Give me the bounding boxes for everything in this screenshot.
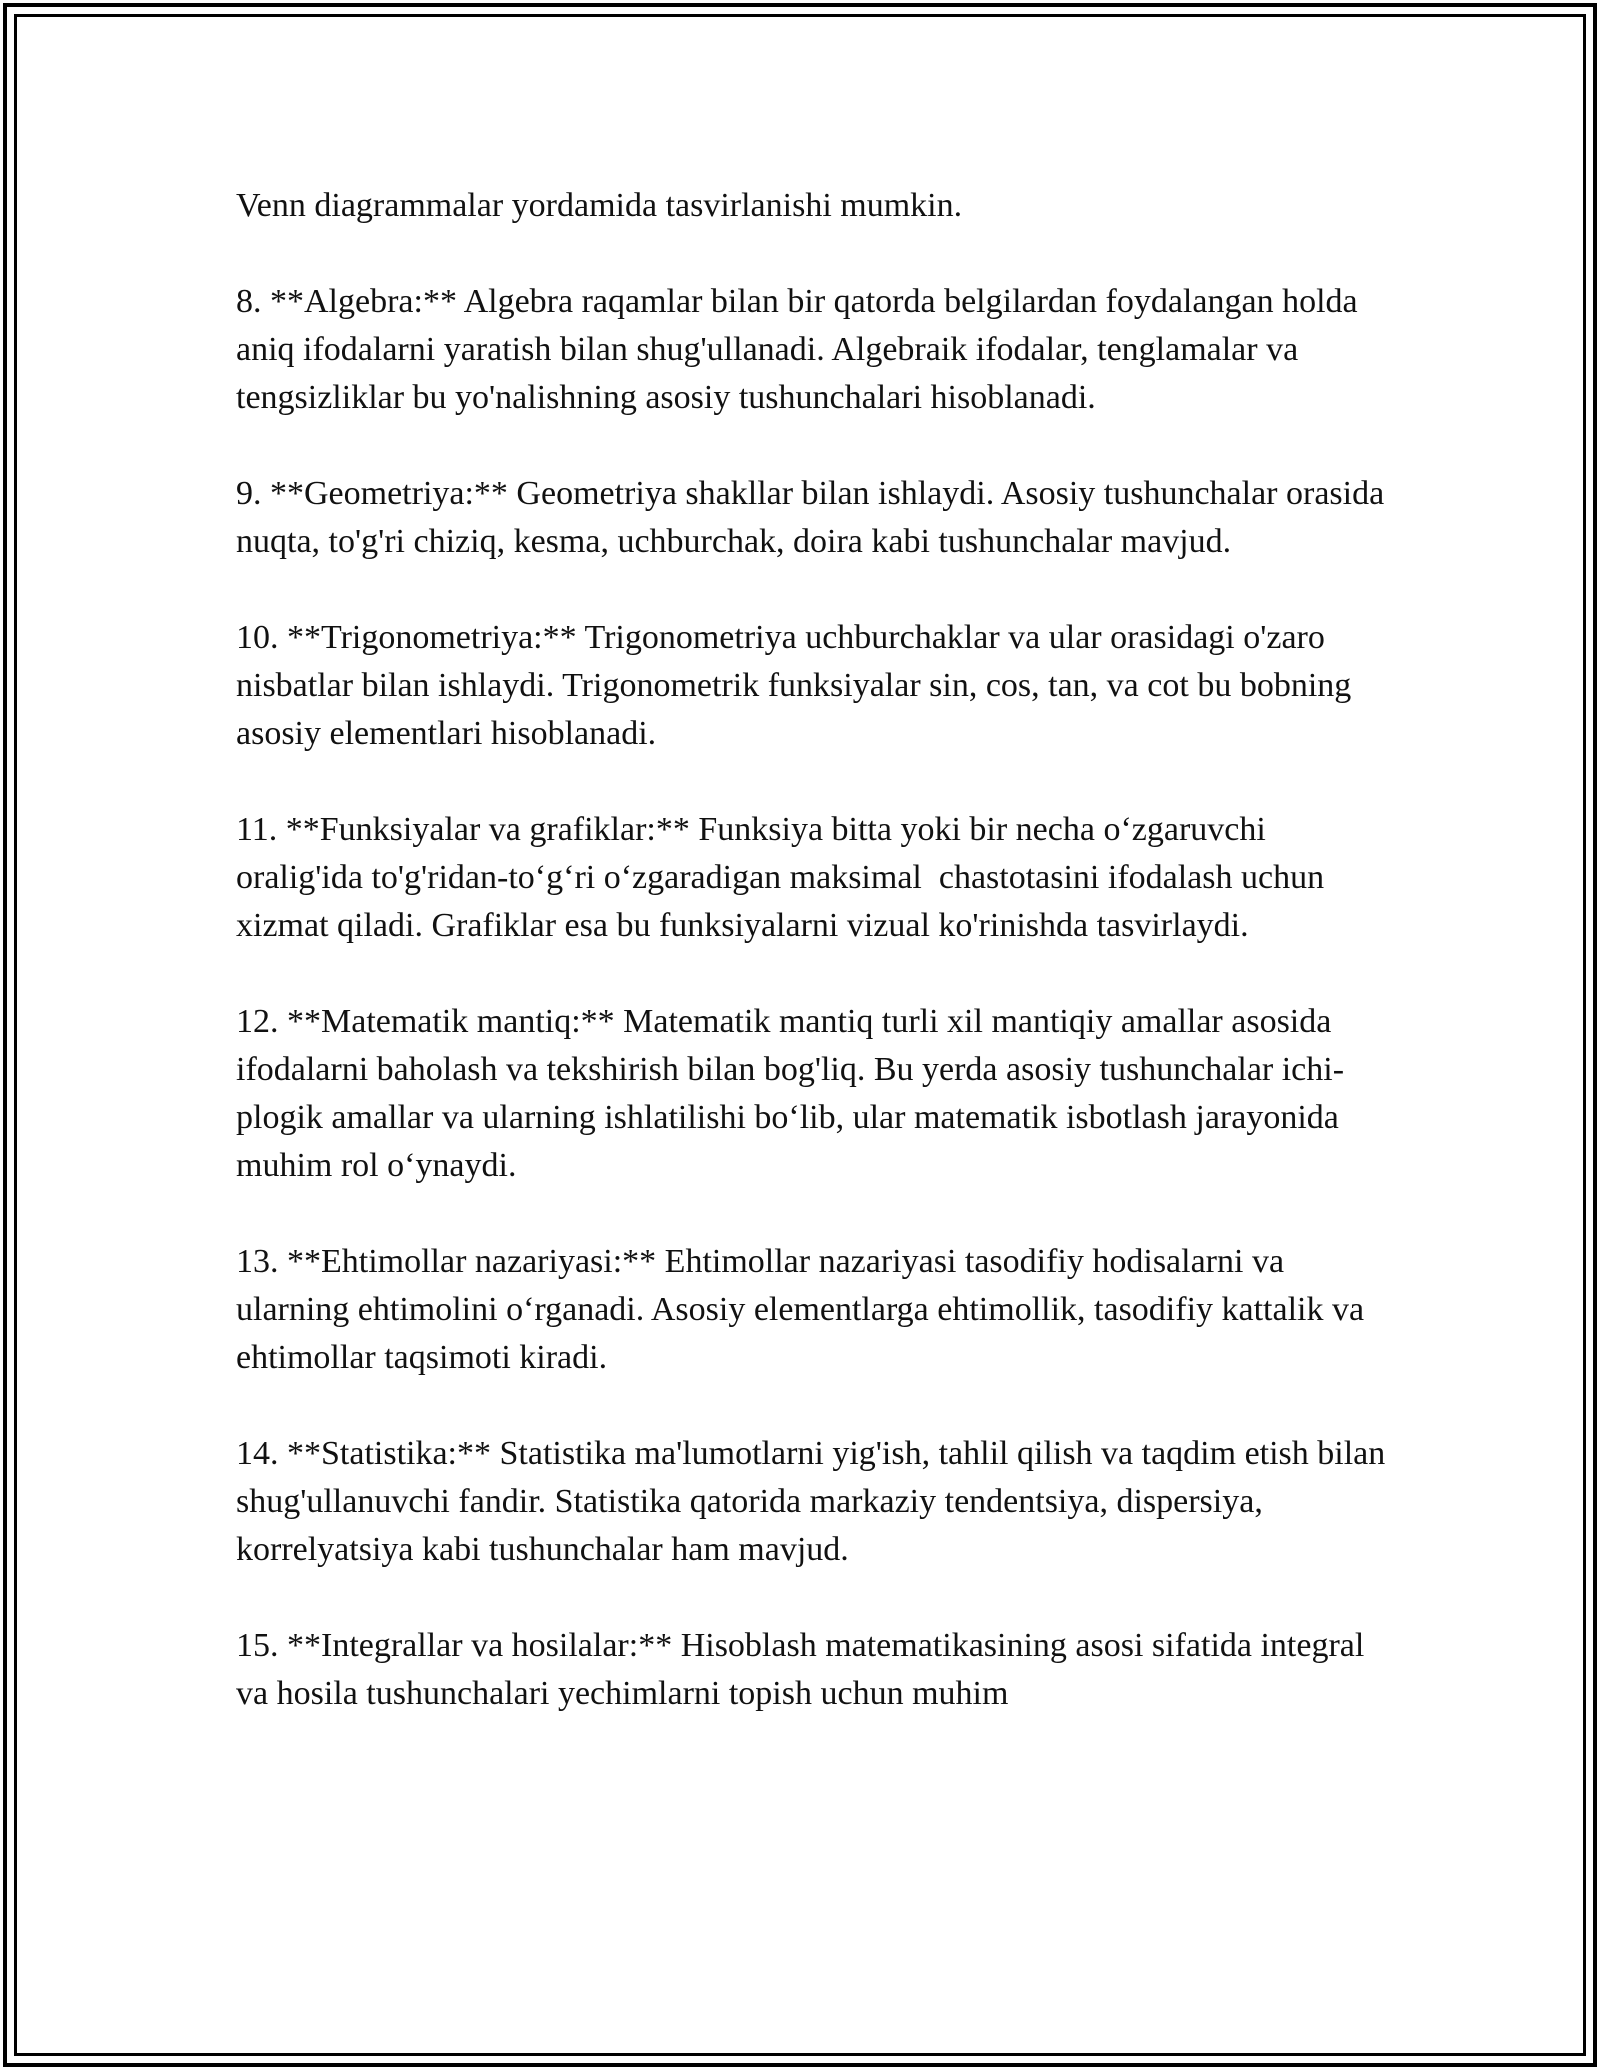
- paragraph-matematik-mantiq: 12. **Matematik mantiq:** Matematik mantiq turli xil mantiqiy amallar asosida ifodalarni baholash va tekshirish bilan bog'liq. Bu yerda asosiy tushunchalar ichi-plogik amallar va ularning ishlatilishi bo‘lib, ular matematik isbotlash jarayonida muhim rol o‘ynaydi.: [236, 1003, 1348, 1184]
- paragraph-funksiyalar: 11. **Funksiyalar va grafiklar:** Funksiya bitta yoki bir necha o‘zgaruvchi oralig'ida to'g'ridan-to‘g‘ri o‘zgaradigan maksimal chastotasini ifodalash uchun xizmat qiladi. Grafiklar esa bu funksiyalarni vizual ko'rinishda tasvirlaydi.: [236, 811, 1333, 944]
- paragraph-geometriya: 9. **Geometriya:** Geometriya shakllar bilan ishlaydi. Asosiy tushunchalar orasida nuqta, to'g'ri chiziq, kesma, uchburchak, doira kabi tushunchalar mavjud.: [236, 475, 1393, 560]
- paragraph-statistika: 14. **Statistika:** Statistika ma'lumotlarni yig'ish, tahlil qilish va taqdim etish bilan shug'ullanuvchi fandir. Statistika qatorida markaziy tendentsiya, dispersiya, korrelyatsiya kabi tushunchalar ham mavjud.: [236, 1435, 1394, 1568]
- paragraph-trigonometriya: 10. **Trigonometriya:** Trigonometriya uchburchaklar va ular orasidagi o'zaro nisbatlar bilan ishlaydi. Trigonometrik funksiyalar sin, cos, tan, va cot bu bobning asosiy elementlari hisoblanadi.: [236, 619, 1360, 752]
- paragraph-venn-continuation: Venn diagrammalar yordamida tasvirlanishi mumkin.: [236, 187, 963, 224]
- document-body: [236, 182, 1396, 1718]
- paragraph-ehtimollar: 13. **Ehtimollar nazariyasi:** Ehtimollar nazariyasi tasodifiy hodisalarni va ularning ehtimolini o‘rganadi. Asosiy elementlarga ehtimollik, tasodifiy kattalik va ehtimollar taqsimoti kiradi.: [236, 1243, 1373, 1376]
- paragraph-integrallar: 15. **Integrallar va hosilalar:** Hisoblash matematikasining asosi sifatida integral va hosila tushunchalari yechimlarni topish uchun muhim: [236, 1627, 1373, 1712]
- paragraph-algebra: 8. **Algebra:** Algebra raqamlar bilan bir qatorda belgilardan foydalangan holda aniq ifodalarni yaratish bilan shug'ullanadi. Algebraik ifodalar, tenglamalar va tengsizliklar bu yo'nalishning asosiy tushunchalari hisoblanadi.: [236, 283, 1367, 416]
